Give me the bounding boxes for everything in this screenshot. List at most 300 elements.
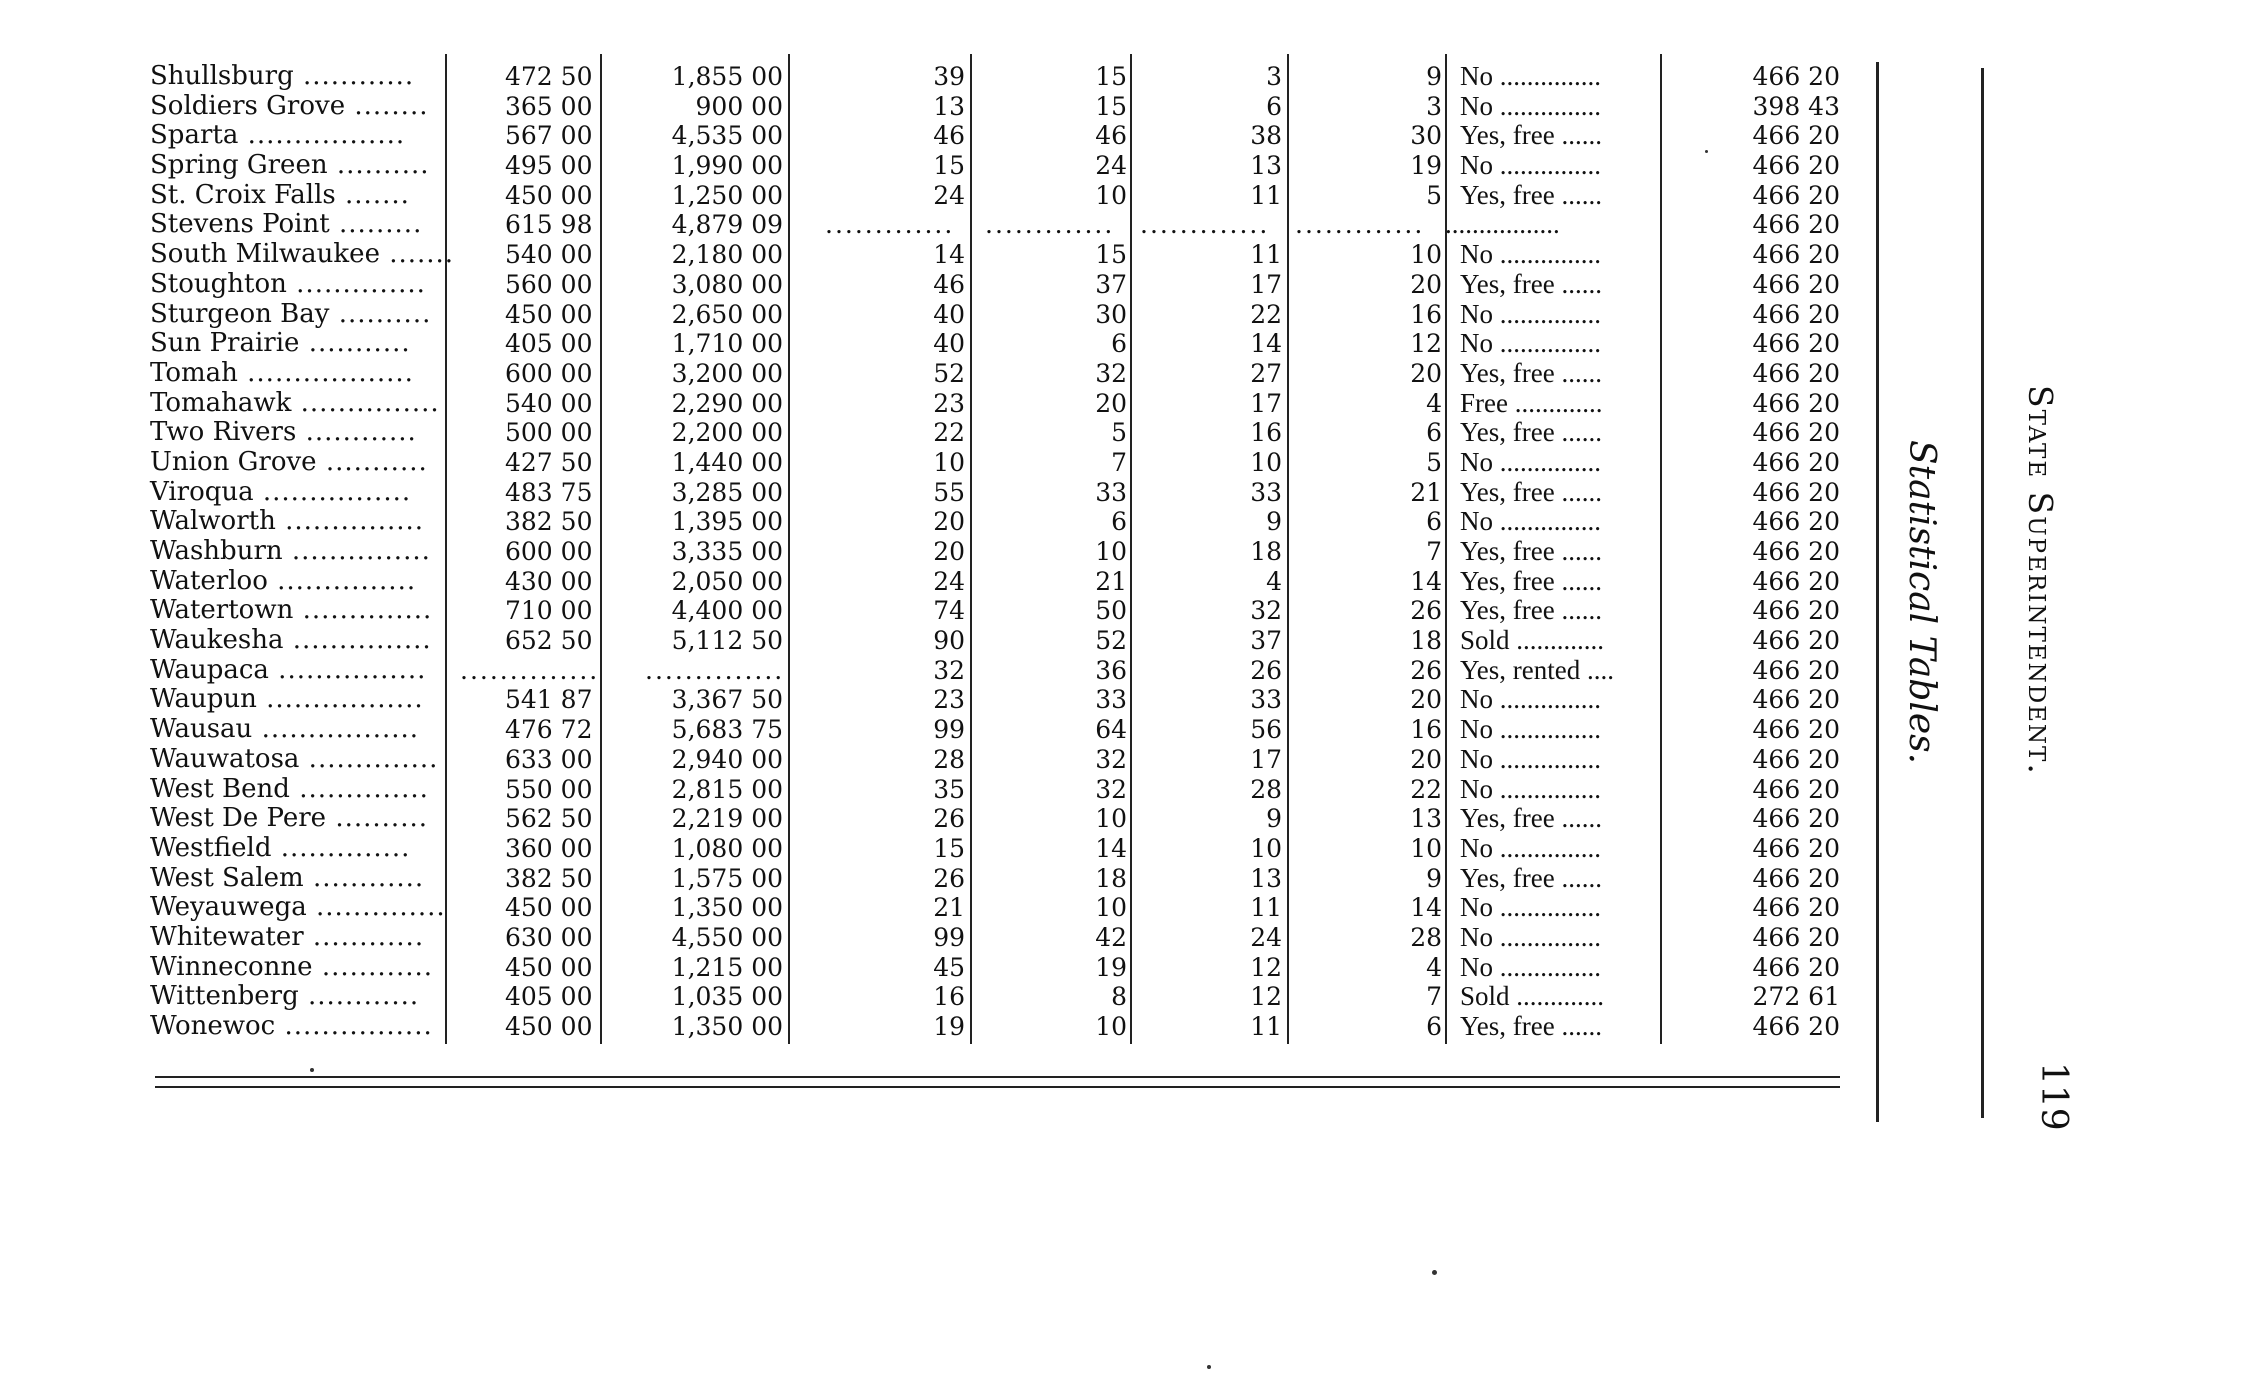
count-value: 52 bbox=[1095, 626, 1127, 656]
leader-dots: ............... bbox=[1493, 446, 1601, 477]
count-cell bbox=[915, 181, 965, 211]
salary-cell bbox=[505, 715, 593, 745]
salary-cell bbox=[505, 477, 593, 508]
amount-value: 2,200 00 bbox=[671, 418, 783, 448]
leader-dots: .......... bbox=[329, 298, 432, 329]
count-value: 42 bbox=[1095, 922, 1127, 952]
library-status-cell bbox=[1460, 745, 1660, 775]
leader-dots: ...... bbox=[1554, 565, 1602, 596]
count-cell bbox=[915, 62, 965, 92]
salary-cell bbox=[505, 1012, 593, 1042]
count-value: 16 bbox=[1410, 715, 1442, 745]
leader-dots: ................. bbox=[256, 684, 424, 715]
place-name-cell bbox=[150, 567, 445, 597]
leader-dots: ............... bbox=[1493, 951, 1601, 982]
count-value: 6 bbox=[1426, 1012, 1442, 1041]
apportionment-value: 466 20 bbox=[1752, 388, 1840, 418]
salary-value: 472 50 bbox=[505, 62, 593, 91]
salary-value: 600 00 bbox=[505, 537, 593, 566]
count-value: 3 bbox=[1426, 91, 1442, 121]
place-name-cell bbox=[150, 448, 445, 478]
count-value: 24 bbox=[1095, 151, 1127, 181]
leader-dots: ...... bbox=[1554, 476, 1602, 507]
count-value: 15 bbox=[933, 151, 965, 181]
count-value: 55 bbox=[933, 477, 965, 507]
page-number: 119 bbox=[2033, 1062, 2074, 1131]
place-name: Whitewater bbox=[150, 921, 304, 952]
leader-dots: ....... bbox=[335, 179, 410, 210]
amount-value: 3,335 00 bbox=[671, 537, 783, 566]
count-cell bbox=[1230, 864, 1282, 894]
leader-dots: ............... bbox=[291, 387, 440, 418]
count-value: 6 bbox=[1111, 329, 1127, 359]
library-status-cell bbox=[1460, 270, 1660, 300]
library-status: Yes, free bbox=[1460, 862, 1555, 893]
count-value: 10 bbox=[1250, 833, 1282, 863]
place-name-cell bbox=[150, 626, 445, 656]
count-cell bbox=[1230, 893, 1282, 923]
count-value: 26 bbox=[933, 863, 965, 893]
salary-value: 540 00 bbox=[505, 240, 593, 270]
count-cell bbox=[915, 834, 965, 864]
count-cell bbox=[1075, 1012, 1127, 1042]
amount-value: 2,290 00 bbox=[671, 388, 783, 418]
place-name-cell bbox=[150, 953, 445, 983]
side-rule-outer bbox=[1981, 68, 1984, 1118]
count-cell bbox=[825, 210, 975, 240]
table-row bbox=[145, 507, 1845, 537]
place-name: Weyauwega bbox=[150, 892, 307, 923]
apportionment-value: 466 20 bbox=[1752, 210, 1840, 240]
count-value: 4 bbox=[1426, 952, 1442, 982]
salary-value: 450 00 bbox=[505, 1012, 593, 1041]
count-cell bbox=[1230, 953, 1282, 983]
count-value: 74 bbox=[933, 596, 965, 626]
count-value: 22 bbox=[933, 418, 965, 448]
apportionment-value: 466 20 bbox=[1752, 477, 1840, 507]
count-value: 12 bbox=[1410, 329, 1442, 359]
salary-value: 382 50 bbox=[505, 507, 593, 537]
table-row bbox=[145, 151, 1845, 181]
salary-value: 427 50 bbox=[505, 447, 593, 477]
count-value: 90 bbox=[933, 626, 965, 656]
table-row bbox=[145, 62, 1845, 92]
place-name: Tomah bbox=[150, 357, 238, 388]
amount-cell bbox=[665, 1012, 783, 1042]
count-value: 33 bbox=[1095, 685, 1127, 715]
salary-value: 652 50 bbox=[505, 626, 593, 656]
count-cell bbox=[1390, 626, 1442, 656]
leader-dots: ............... bbox=[1493, 921, 1601, 952]
count-cell bbox=[1230, 656, 1282, 686]
place-name: Tomahawk bbox=[150, 387, 292, 418]
leader-dots: ............. bbox=[1507, 387, 1603, 418]
amount-value: 5,683 75 bbox=[671, 715, 783, 745]
count-value: 8 bbox=[1111, 982, 1127, 1012]
place-name-cell bbox=[150, 62, 445, 92]
place-name: Shullsburg bbox=[150, 61, 294, 91]
library-status-cell bbox=[1460, 537, 1660, 567]
count-value: 20 bbox=[933, 537, 965, 566]
apportionment-value: 466 20 bbox=[1752, 418, 1840, 448]
leader-dots: ............ bbox=[296, 417, 417, 448]
count-cell bbox=[1230, 418, 1282, 448]
amount-cell bbox=[665, 62, 783, 92]
library-status: Yes, free bbox=[1460, 476, 1555, 507]
count-value: 9 bbox=[1266, 507, 1282, 537]
salary-value: 405 00 bbox=[505, 329, 593, 359]
library-status-cell bbox=[1460, 92, 1660, 122]
count-value: 20 bbox=[933, 507, 965, 537]
place-name-cell bbox=[150, 418, 445, 448]
count-value: 10 bbox=[1095, 804, 1127, 834]
place-name-cell bbox=[150, 478, 445, 508]
apportionment-cell bbox=[1735, 864, 1840, 894]
count-value: 20 bbox=[1410, 685, 1442, 715]
count-value: 20 bbox=[1410, 744, 1442, 774]
place-name-cell bbox=[150, 389, 445, 419]
library-status-cell bbox=[1445, 210, 1645, 240]
place-name: Wonewoc bbox=[150, 1011, 276, 1041]
count-value: 6 bbox=[1111, 507, 1127, 537]
count-value: 99 bbox=[933, 715, 965, 745]
library-status-cell bbox=[1460, 478, 1660, 508]
place-name: West Bend bbox=[150, 773, 290, 804]
salary-cell bbox=[505, 62, 593, 92]
leader-dots: ................. bbox=[252, 714, 420, 745]
table-row bbox=[145, 893, 1845, 923]
count-value: 16 bbox=[933, 982, 965, 1012]
library-status-cell bbox=[1460, 685, 1660, 715]
salary-cell bbox=[505, 596, 593, 626]
library-status: Sold bbox=[1460, 981, 1510, 1012]
leader-dots: ....... bbox=[379, 239, 455, 270]
leader-dots: .............. bbox=[286, 268, 426, 299]
library-status: Yes, free bbox=[1460, 595, 1555, 626]
apportionment-value: 466 20 bbox=[1752, 299, 1840, 329]
count-cell bbox=[1075, 982, 1127, 1012]
leader-dots: ......... bbox=[329, 209, 423, 240]
library-status-cell bbox=[1460, 151, 1660, 181]
apportionment-value: 466 20 bbox=[1752, 596, 1840, 626]
apportionment-value: 466 20 bbox=[1752, 1012, 1840, 1041]
leader-dots: ............. bbox=[1509, 981, 1605, 1012]
amount-cell bbox=[665, 240, 783, 270]
apportionment-cell bbox=[1735, 745, 1840, 775]
count-value: 6 bbox=[1426, 418, 1442, 448]
amount-cell bbox=[665, 448, 783, 478]
apportionment-cell bbox=[1735, 953, 1840, 983]
blank-dots: ............. bbox=[1295, 210, 1425, 240]
count-cell bbox=[1075, 685, 1127, 715]
scan-speck bbox=[1705, 150, 1708, 153]
count-cell bbox=[915, 656, 965, 686]
salary-cell bbox=[505, 566, 593, 597]
column-rule bbox=[445, 54, 447, 1044]
count-cell bbox=[1390, 359, 1442, 389]
library-status-cell bbox=[1460, 953, 1660, 983]
count-cell bbox=[1390, 329, 1442, 359]
count-value: 15 bbox=[1095, 240, 1127, 270]
count-value: 39 bbox=[933, 62, 965, 91]
salary-cell bbox=[505, 180, 593, 211]
library-status-cell bbox=[1460, 656, 1660, 686]
salary-value: 710 00 bbox=[505, 596, 593, 626]
leader-dots: ............ bbox=[293, 61, 415, 91]
place-name: Westfield bbox=[150, 832, 272, 863]
apportionment-value: 466 20 bbox=[1752, 952, 1840, 982]
salary-cell bbox=[505, 358, 593, 389]
amount-value: 1,215 00 bbox=[671, 952, 783, 982]
library-status: Free bbox=[1460, 387, 1508, 418]
library-status-cell bbox=[1460, 923, 1660, 953]
count-cell bbox=[1075, 300, 1127, 330]
amount-value: 2,180 00 bbox=[671, 240, 783, 270]
count-value: 15 bbox=[1095, 62, 1127, 91]
count-cell bbox=[1075, 507, 1127, 537]
count-value: 40 bbox=[933, 329, 965, 359]
amount-cell bbox=[665, 478, 783, 508]
table-row bbox=[145, 804, 1845, 834]
apportionment-cell bbox=[1735, 685, 1840, 715]
library-status: Yes, free bbox=[1460, 536, 1555, 566]
leader-dots: .................. bbox=[237, 357, 414, 388]
table-row bbox=[145, 656, 1845, 686]
library-status: Yes, free bbox=[1460, 803, 1555, 834]
salary-cell bbox=[505, 269, 593, 300]
library-status: No bbox=[1460, 684, 1493, 715]
place-name-cell bbox=[150, 596, 445, 626]
count-value: 13 bbox=[1410, 804, 1442, 834]
count-cell bbox=[915, 270, 965, 300]
leader-dots: ........ bbox=[345, 90, 429, 121]
count-cell bbox=[1230, 537, 1282, 567]
leader-dots: ................ bbox=[275, 1011, 433, 1041]
leader-dots: ............... bbox=[282, 536, 431, 566]
blank-dots: ............. bbox=[825, 210, 955, 240]
blank-dots: ............. bbox=[985, 210, 1115, 240]
amount-value: 2,650 00 bbox=[671, 299, 783, 329]
count-value: 10 bbox=[1410, 833, 1442, 863]
count-cell bbox=[915, 893, 965, 923]
amount-value: 1,250 00 bbox=[671, 180, 783, 210]
amount-cell bbox=[665, 864, 783, 894]
amount-cell bbox=[665, 92, 783, 122]
count-cell bbox=[1075, 656, 1127, 686]
salary-cell bbox=[505, 952, 593, 983]
count-value: 7 bbox=[1426, 982, 1442, 1012]
count-cell bbox=[1230, 804, 1282, 834]
leader-dots: ............ bbox=[312, 951, 434, 982]
count-cell bbox=[915, 240, 965, 270]
library-status-cell bbox=[1460, 1012, 1660, 1042]
column-rule bbox=[788, 54, 790, 1044]
count-cell bbox=[915, 775, 965, 805]
leader-dots: ............... bbox=[1493, 328, 1601, 359]
library-status-cell bbox=[1460, 804, 1660, 834]
library-status: No bbox=[1460, 298, 1493, 329]
salary-value: 541 87 bbox=[505, 685, 593, 715]
amount-value: 900 00 bbox=[695, 91, 783, 121]
count-cell bbox=[1390, 923, 1442, 953]
place-name-cell bbox=[150, 181, 445, 211]
library-status-cell bbox=[1460, 329, 1660, 359]
apportionment-cell bbox=[1735, 567, 1840, 597]
leader-dots: ........... bbox=[316, 446, 428, 477]
place-name: Walworth bbox=[150, 506, 276, 537]
count-cell bbox=[915, 953, 965, 983]
count-value: 9 bbox=[1426, 863, 1442, 893]
salary-cell bbox=[460, 655, 600, 686]
salary-cell bbox=[505, 299, 593, 330]
library-status: No bbox=[1460, 239, 1493, 270]
amount-value: 1,990 00 bbox=[671, 151, 783, 181]
apportionment-value: 466 20 bbox=[1752, 715, 1840, 745]
count-cell bbox=[915, 359, 965, 389]
count-value: 20 bbox=[1410, 358, 1442, 388]
count-cell bbox=[915, 507, 965, 537]
leader-dots: ............... bbox=[1493, 892, 1601, 923]
apportionment-value: 466 20 bbox=[1752, 804, 1840, 834]
library-status: Yes, free bbox=[1460, 120, 1555, 151]
apportionment-value: 466 20 bbox=[1752, 329, 1840, 359]
count-value: 26 bbox=[1250, 655, 1282, 685]
place-name: Stoughton bbox=[150, 268, 287, 299]
apportionment-cell bbox=[1735, 478, 1840, 508]
salary-cell bbox=[505, 626, 593, 656]
apportionment-value: 466 20 bbox=[1752, 121, 1840, 151]
salary-value: 450 00 bbox=[505, 952, 593, 982]
table-row bbox=[145, 181, 1845, 211]
table-row bbox=[145, 121, 1845, 151]
library-status-cell bbox=[1460, 507, 1660, 537]
count-cell bbox=[1075, 626, 1127, 656]
count-cell bbox=[915, 537, 965, 567]
leader-dots: .... bbox=[1580, 654, 1614, 685]
count-value: 32 bbox=[1095, 774, 1127, 804]
apportionment-cell bbox=[1735, 300, 1840, 330]
place-name-cell bbox=[150, 151, 445, 181]
salary-cell bbox=[505, 210, 593, 240]
place-name-cell bbox=[150, 359, 445, 389]
place-name-cell bbox=[150, 537, 445, 567]
count-cell bbox=[1230, 596, 1282, 626]
count-value: 13 bbox=[933, 91, 965, 121]
count-cell bbox=[1140, 210, 1290, 240]
leader-dots: ...... bbox=[1554, 357, 1602, 388]
count-cell bbox=[1075, 804, 1127, 834]
apportionment-cell bbox=[1735, 804, 1840, 834]
count-cell bbox=[1390, 775, 1442, 805]
count-cell bbox=[1075, 389, 1127, 419]
amount-cell bbox=[665, 151, 783, 181]
apportionment-value: 466 20 bbox=[1752, 269, 1840, 299]
apportionment-cell bbox=[1735, 389, 1840, 419]
apportionment-value: 466 20 bbox=[1752, 685, 1840, 715]
amount-value: 2,940 00 bbox=[671, 744, 783, 774]
library-status: No bbox=[1460, 506, 1493, 537]
place-name: Waterloo bbox=[150, 565, 268, 596]
place-name: Viroqua bbox=[150, 476, 254, 507]
count-cell bbox=[1390, 685, 1442, 715]
table-row bbox=[145, 626, 1845, 656]
count-value: 37 bbox=[1250, 626, 1282, 656]
count-cell bbox=[1230, 151, 1282, 181]
leader-dots: ............... bbox=[1493, 506, 1601, 537]
scan-speck bbox=[1432, 1270, 1437, 1275]
library-status: No bbox=[1460, 743, 1493, 774]
place-name-cell bbox=[150, 923, 445, 953]
apportionment-value: 466 20 bbox=[1752, 893, 1840, 923]
count-cell bbox=[1230, 507, 1282, 537]
count-value: 12 bbox=[1250, 952, 1282, 982]
running-head: State Superintendent. bbox=[2021, 385, 2060, 776]
salary-value: 476 72 bbox=[505, 715, 593, 745]
place-name: Waukesha bbox=[150, 625, 284, 656]
leader-dots: ............... bbox=[267, 565, 417, 596]
leader-dots: ................ bbox=[268, 654, 427, 685]
count-value: 7 bbox=[1111, 447, 1127, 477]
library-status: Sold bbox=[1460, 625, 1510, 656]
place-name-cell bbox=[150, 775, 445, 805]
count-cell bbox=[1230, 240, 1282, 270]
column-rule bbox=[1287, 54, 1289, 1044]
count-cell bbox=[1230, 448, 1282, 478]
salary-value: 430 00 bbox=[505, 566, 593, 596]
salary-cell bbox=[505, 774, 593, 805]
blank-dots: ................. bbox=[1445, 209, 1560, 240]
place-name-cell bbox=[150, 834, 445, 864]
apportionment-value: 272 61 bbox=[1752, 982, 1840, 1012]
count-cell bbox=[1230, 329, 1282, 359]
place-name-cell bbox=[150, 507, 445, 537]
count-cell bbox=[1075, 953, 1127, 983]
amount-cell bbox=[665, 923, 783, 953]
amount-value: 4,550 00 bbox=[671, 922, 783, 952]
amount-cell bbox=[665, 270, 783, 300]
count-value: 19 bbox=[933, 1012, 965, 1041]
table-row bbox=[145, 1012, 1845, 1042]
apportionment-cell bbox=[1735, 151, 1840, 181]
count-cell bbox=[915, 418, 965, 448]
count-value: 32 bbox=[1095, 744, 1127, 774]
count-value: 16 bbox=[1250, 418, 1282, 448]
library-status-cell bbox=[1460, 893, 1660, 923]
count-value: 10 bbox=[1095, 180, 1127, 210]
table-row bbox=[145, 567, 1845, 597]
apportionment-value: 466 20 bbox=[1752, 537, 1840, 566]
apportionment-value: 466 20 bbox=[1752, 151, 1840, 181]
count-value: 7 bbox=[1426, 537, 1442, 566]
apportionment-value: 466 20 bbox=[1752, 180, 1840, 210]
salary-cell bbox=[505, 863, 593, 894]
count-cell bbox=[1390, 1012, 1442, 1042]
leader-dots: ............. bbox=[1509, 625, 1605, 656]
count-cell bbox=[1390, 656, 1442, 686]
amount-cell bbox=[665, 804, 783, 834]
table-row bbox=[145, 596, 1845, 626]
salary-cell bbox=[505, 833, 593, 864]
count-cell bbox=[1230, 1012, 1282, 1042]
salary-value: 567 00 bbox=[505, 121, 593, 151]
library-status-cell bbox=[1460, 448, 1660, 478]
apportionment-cell bbox=[1735, 121, 1840, 151]
place-name: Soldiers Grove bbox=[150, 90, 346, 121]
salary-cell bbox=[505, 893, 593, 923]
count-value: 10 bbox=[1250, 447, 1282, 477]
count-value: 5 bbox=[1111, 418, 1127, 448]
count-value: 26 bbox=[1410, 596, 1442, 626]
